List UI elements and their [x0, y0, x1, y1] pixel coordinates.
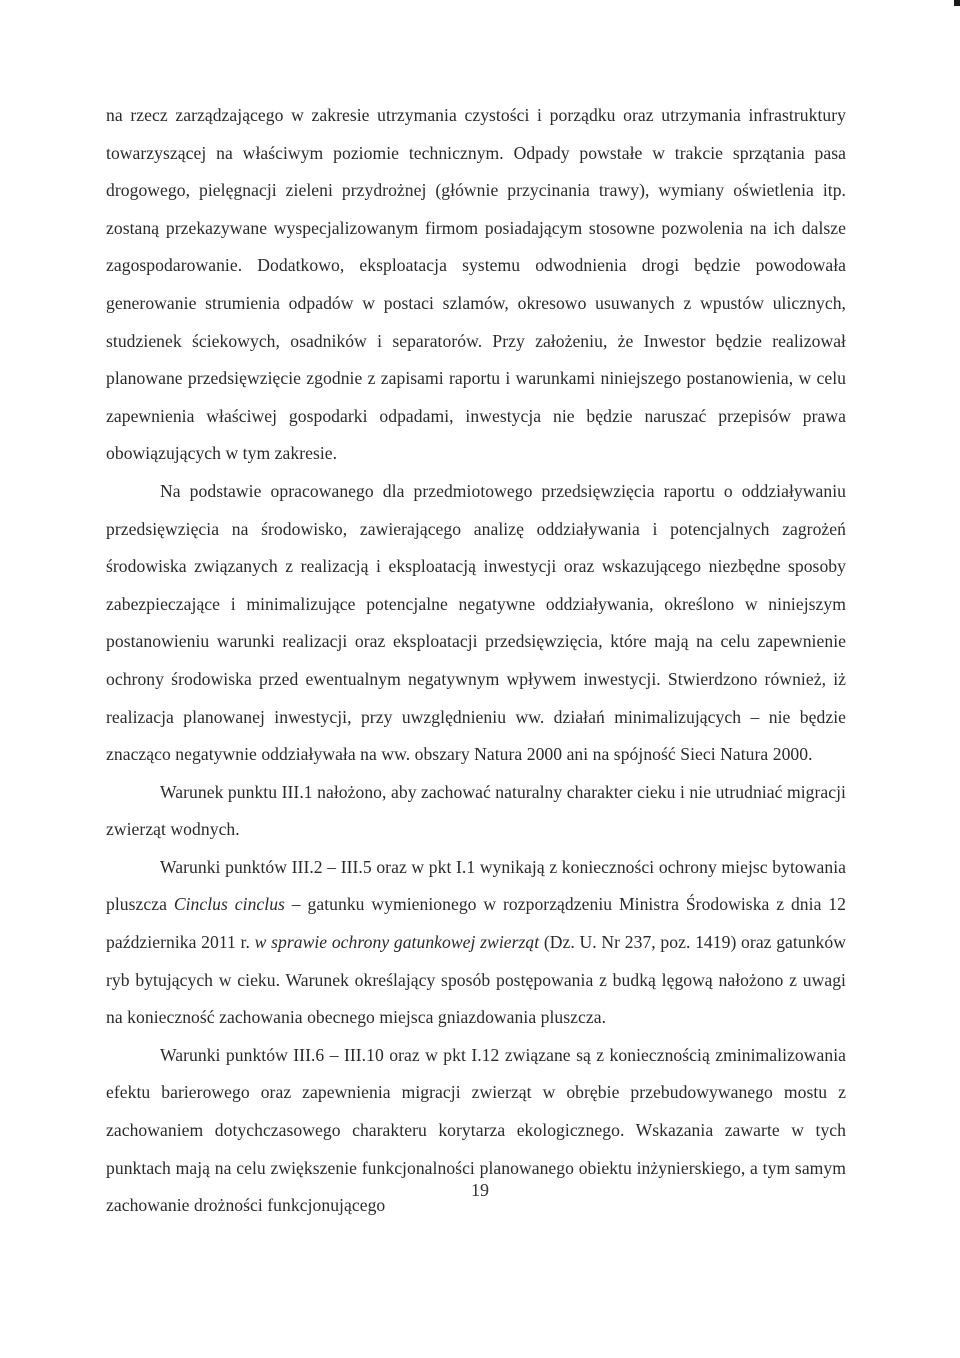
scan-corner-mark: [954, 0, 960, 6]
regulation-title: w sprawie ochrony gatunkowej zwierząt: [254, 932, 540, 953]
paragraph-condition-iii-2-5: [106, 849, 846, 1037]
text-segment: Warunki punktów III.2 – III.5 oraz w pkt I.1 wynikają z konieczności ochrony miejsc bytowania pluszcza: [106, 856, 846, 915]
species-name: Cinclus cinclus: [173, 894, 285, 915]
page-number: 19: [471, 1180, 489, 1200]
paragraph-waste: na rzecz zarządzającego w zakresie utrzymania czystości i porządku oraz utrzymania infrastruktury towarzyszącej na właściwym poziomie technicznym. Odpady powstałe w trakcie sprzątania pasa drogowego, pielęgnacji zieleni przydrożnej (głównie przycinania trawy), wymiany oświetlenia itp. zostaną przekazywane wyspecjalizowanym firmom posiadającym stosowne pozwolenia na ich dalsze zagospodarowanie. Dodatkowo, eksploatacja systemu odwodnienia drogi będzie powodowała generowanie strumienia odpadów w postaci szlamów, okresowo usuwanych z wpustów ulicznych, studzienek ściekowych, osadników i separatorów. Przy założeniu, że Inwestor będzie realizował planowane przedsięwzięcie zgodnie z zapisami raportu i warunkami niniejszego postanowienia, w celu zapewnienia właściwej gospodarki odpadami, inwestycja nie będzie naruszać przepisów prawa obowiązujących w tym zakresie.: [106, 105, 846, 464]
paragraph-condition-iii-6-10: Warunki punktów III.6 – III.10 oraz w pkt I.12 związane są z koniecznością zminimalizowania efektu barierowego oraz zapewnienia migracji zwierząt w obrębie przebudowywanego mostu z zachowaniem dotychczasowego charakteru korytarza ekologicznego. Wskazania zawarte w tych punktach mają na celu zwiększenie funkcjonalności planowanego obiektu inżynierskiego, a tym samym zachowanie drożności funkcjonującego: [106, 1044, 846, 1216]
text-segment: (Dz. U. Nr 237, poz. 1419) oraz gatunków ryb bytujących w cieku. Warunek określający sposób postępowania z budką lęgową nałożono z uwagi na konieczność zachowania obecnego miejsca gniazdowania pluszcza.: [106, 932, 846, 1028]
text-segment: – gatunku wymienionego w rozporządzeniu Ministra Środowiska z dnia 12 października 2011 r.: [106, 894, 846, 953]
body-text: [106, 97, 846, 1225]
paragraph-condition-iii-1: Warunek punktu III.1 nałożono, aby zachować naturalny charakter cieku i nie utrudniać migracji zwierząt wodnych.: [106, 781, 846, 840]
paragraph-report-analysis: Na podstawie opracowanego dla przedmiotowego przedsięwzięcia raportu o oddziaływaniu przedsięwzięcia na środowisko, zawierającego analizę oddziaływania i potencjalnych zagrożeń środowiska związanych z realizacją i eksploatacją inwestycji oraz wskazującego niezbędne sposoby zabezpieczające i minimalizujące potencjalne negatywne oddziaływania, określono w niniejszym postanowieniu warunki realizacji oraz eksploatacji przedsięwzięcia, które mają na celu zapewnienie ochrony środowiska przed ewentualnym negatywnym wpływem inwestycji. Stwierdzono również, iż realizacja planowanej inwestycji, przy uwzględnieniu ww. działań minimalizujących – nie będzie znacząco negatywnie oddziaływała na ww. obszary Natura 2000 ani na spójność Sieci Natura 2000.: [106, 480, 846, 765]
